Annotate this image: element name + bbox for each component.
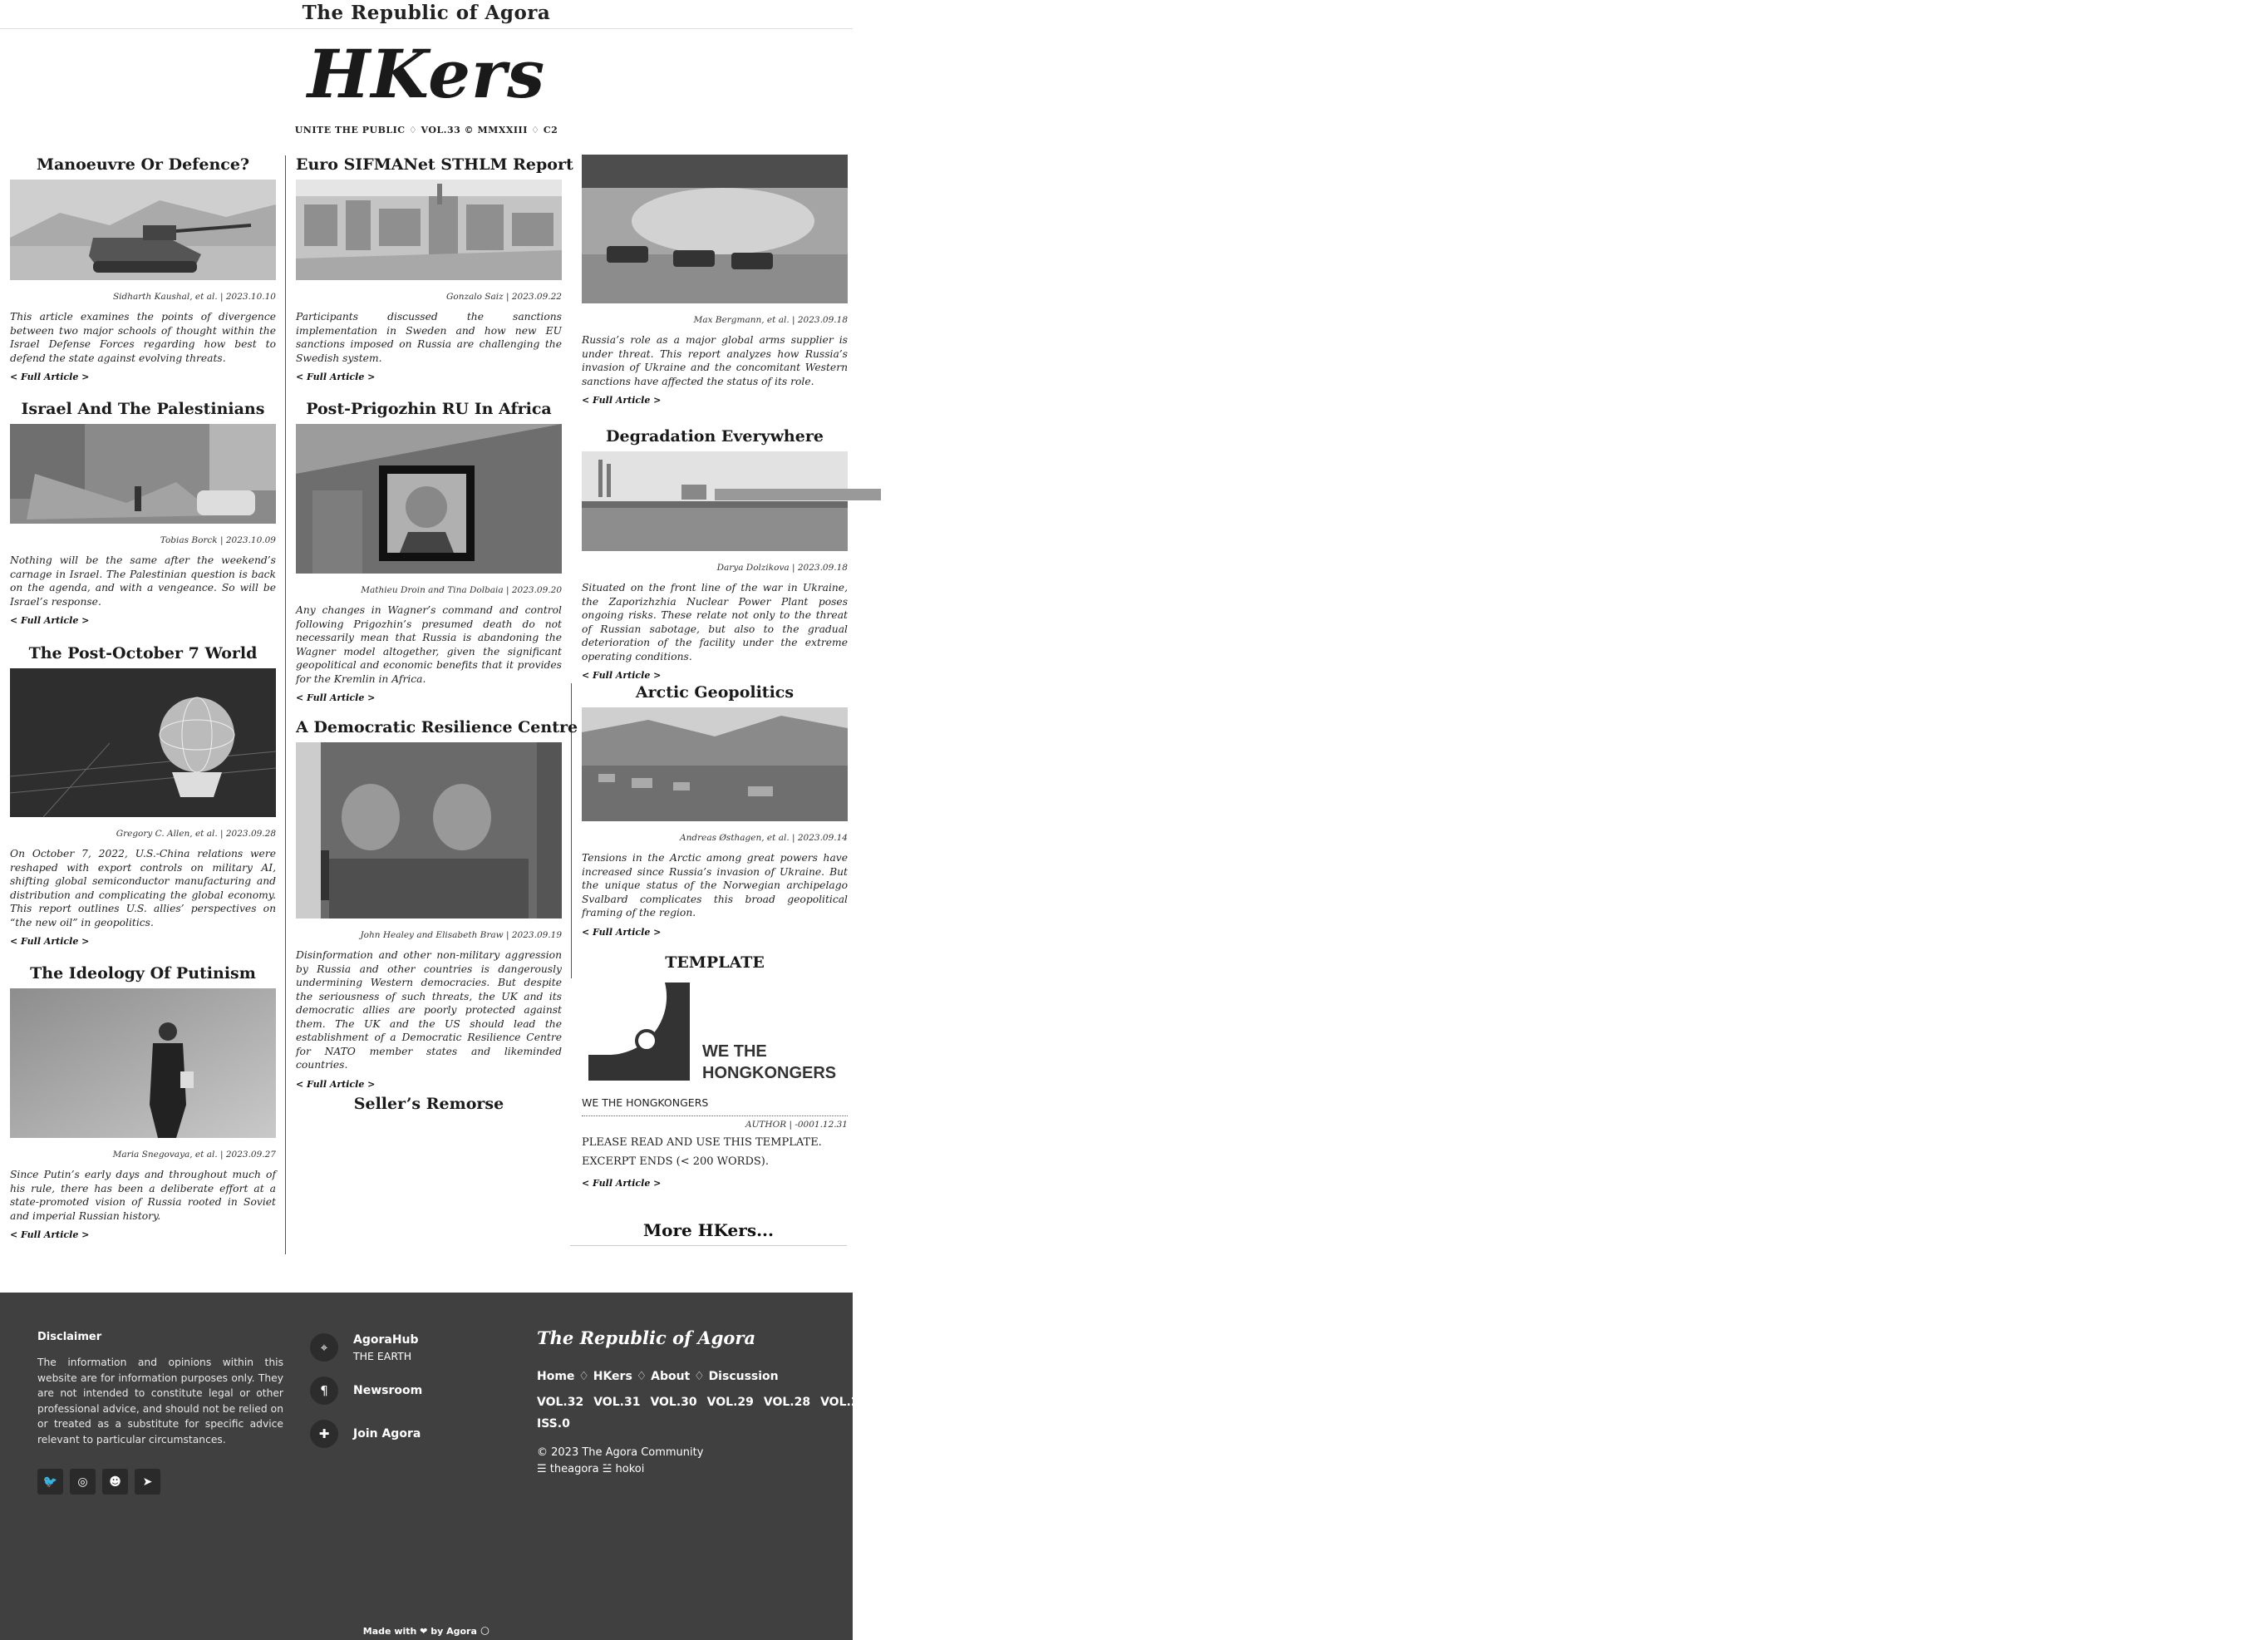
article-title[interactable]: Seller’s Remorse <box>353 1095 504 1113</box>
template-card <box>582 953 848 1189</box>
article-excerpt: Tensions in the Arctic among great powers have increased since Russia’s invasion of Ukraine. But the unique status of the Norwegian archipelago Svalbard complicates this broad geopolitical framing of the region. <box>582 852 848 918</box>
volume-link[interactable]: VOL.16 <box>1444 1396 1491 1409</box>
masthead-title: HKers <box>307 35 546 113</box>
volume-link[interactable]: VOL.25 <box>933 1396 981 1409</box>
volume-link[interactable]: VOL.6 <box>1986 1396 2025 1409</box>
full-article-link[interactable]: < Full Article > <box>10 372 90 382</box>
footer-link-newsroom[interactable]: ¶ Newsroom <box>310 1376 422 1406</box>
article-image[interactable] <box>582 707 848 821</box>
article-byline: Max Bergmann, et al. | 2023.09.18 <box>693 315 848 325</box>
template-title[interactable]: TEMPLATE <box>665 953 765 972</box>
template-byline: AUTHOR | -0001.12.31 <box>745 1120 848 1130</box>
made-with: Made with ❤ by Agora 🌕 <box>362 1626 490 1637</box>
nav-hkers[interactable]: HKers <box>593 1370 632 1383</box>
article-byline: Darya Dolzikova | 2023.09.18 <box>716 563 848 573</box>
volume-link[interactable]: VOL.4 <box>2084 1396 2123 1409</box>
volume-link[interactable]: VOL.14 <box>1557 1396 1605 1409</box>
volume-link[interactable]: VOL.18 <box>1331 1396 1378 1409</box>
article-byline: Gregory C. Allen, et al. | 2023.09.28 <box>116 829 276 839</box>
full-article-link[interactable]: < Full Article > <box>10 936 90 947</box>
article-excerpt: Disinformation and other non-military aggression by Russia and other countries is dangerously undermining Western democracies. But despite the seriousness of such threats, the UK and its democratic allies are poorly protected against them. The UK and the US should lead the establishment of a Democratic Resilience Centre for NATO member states and likeminded countries. <box>296 949 562 1071</box>
volume-link[interactable]: VOL.26 <box>877 1396 924 1409</box>
article-image[interactable] <box>10 988 276 1138</box>
volume-link[interactable]: VOL.7 <box>1938 1396 1977 1409</box>
article-excerpt: On October 7, 2022, U.S.-China relations were reshaped with export controls on military AI, shifting global semiconductor manufacturing and distribution and complicating the global economy. This report outlines U.S. allies’ perspectives on “the new oil” in geopolitics. <box>10 848 276 928</box>
article-excerpt: Since Putin’s early days and throughout much of his rule, there has been a deliberate effort at a state-promoted vision of Russia rooted in Soviet and imperial Russian history. <box>10 1169 276 1222</box>
full-article-link[interactable]: < Full Article > <box>296 692 376 703</box>
volume-link[interactable]: VOL.31 <box>593 1396 641 1409</box>
we-the-hongkongers-logo[interactable] <box>582 976 848 1088</box>
full-article-link[interactable]: < Full Article > <box>10 615 90 626</box>
article-excerpt: Situated on the front line of the war in Ukraine, the Zaporizhzhia Nuclear Power Plant poses ongoing risks. These relate not only to the threat of Russian sabotage, but also to the gradual deterioration of the facility under the extreme operating conditions. <box>582 582 848 662</box>
template-body: PLEASE READ AND USE THIS TEMPLATE. EXCERPT ENDS (< 200 WORDS). <box>582 1136 822 1168</box>
github-icon[interactable]: ◎ <box>70 1469 96 1495</box>
article-byline: Sidharth Kaushal, et al. | 2023.10.10 <box>112 292 276 302</box>
article-image[interactable] <box>10 424 276 524</box>
volume-link[interactable]: VOL.19 <box>1273 1396 1321 1409</box>
full-article-link[interactable]: < Full Article > <box>582 926 662 938</box>
volume-link[interactable]: VOL.9 <box>1841 1396 1880 1409</box>
volume-link[interactable]: VOL.22 <box>1104 1396 1151 1409</box>
disclaimer-text: The information and opinions within this website are for information purposes only. They are not intended to constitute legal or other professional advice, and should not be relied on or treated as a substitute for specific advice relevant to particular circumstances. <box>37 1357 283 1445</box>
volume-link[interactable]: VOL.24 <box>990 1396 1037 1409</box>
volume-link[interactable]: VOL.20 <box>1217 1396 1264 1409</box>
footer-link-join-agora[interactable]: ✚ Join Agora <box>310 1419 422 1449</box>
full-article-link[interactable]: < Full Article > <box>582 1178 662 1189</box>
article-title[interactable]: Degradation Everywhere <box>606 427 824 446</box>
reddit-icon[interactable]: ☻ <box>102 1469 128 1495</box>
article-byline: Tobias Borck | 2023.10.09 <box>160 535 276 545</box>
full-article-link[interactable]: < Full Article > <box>296 372 376 382</box>
article-title[interactable]: A Democratic Resilience Centre <box>296 718 578 736</box>
footer-nav: Home ♢ HKers ♢ About ♢ Discussion <box>537 1370 779 1383</box>
volume-list <box>537 1391 2268 1435</box>
volume-link[interactable]: VOL.15 <box>1500 1396 1547 1409</box>
article-image[interactable] <box>296 424 562 574</box>
footer-site-name: The Republic of Agora <box>537 1327 756 1348</box>
article-card <box>296 399 562 703</box>
full-article-link[interactable]: < Full Article > <box>296 1078 376 1090</box>
volume-link[interactable]: VOL.2 <box>2181 1396 2220 1409</box>
article-excerpt: Russia’s role as a major global arms supplier is under threat. This report analyzes how Russia’s invasion of Ukraine and the concomitant Western sanctions have affected the status of its role. <box>582 334 848 387</box>
disclaimer-title: Disclaimer <box>37 1331 102 1343</box>
article-card <box>296 1094 562 1114</box>
volume-link[interactable]: VOL.11 <box>1727 1396 1774 1409</box>
volume-link[interactable]: VOL.30 <box>650 1396 697 1409</box>
article-byline: Gonzalo Saiz | 2023.09.22 <box>446 292 562 302</box>
volume-link[interactable]: VOL.17 <box>1387 1396 1434 1409</box>
article-title[interactable]: The Post-October 7 World <box>28 644 258 662</box>
volume-link[interactable]: VOL.28 <box>763 1396 811 1409</box>
nav-about[interactable]: About <box>651 1370 691 1383</box>
volume-link[interactable]: VOL.8 <box>1889 1396 1928 1409</box>
article-byline: John Healey and Elisabeth Braw | 2023.09.19 <box>360 930 562 940</box>
footer <box>0 1293 2268 1640</box>
pilcrow-icon: ¶ <box>310 1377 338 1405</box>
article-card <box>582 155 848 406</box>
volume-link[interactable]: VOL.5 <box>2034 1396 2074 1409</box>
full-article-link[interactable]: < Full Article > <box>582 670 662 681</box>
map-pin-icon: ⌖ <box>310 1333 338 1362</box>
puzzle-icon: ✚ <box>310 1420 338 1448</box>
column-divider <box>285 155 286 1254</box>
volume-link[interactable]: VOL.3 <box>2132 1396 2172 1409</box>
tagline: UNITE THE PUBLIC ♢ VOL.33 © MMXXIII ♢ C2 <box>294 125 558 135</box>
volume-link[interactable]: VOL.29 <box>706 1396 754 1409</box>
article-card <box>296 155 573 382</box>
article-title[interactable]: The Ideology Of Putinism <box>30 964 256 983</box>
volume-link[interactable]: VOL.10 <box>1783 1396 1832 1409</box>
article-title[interactable]: Arctic Geopolitics <box>635 683 795 702</box>
article-title[interactable]: Manoeuvre Or Defence? <box>36 155 250 174</box>
footer-link-agorahub[interactable]: ⌖ AgoraHub THE EARTH <box>310 1332 422 1362</box>
volume-link[interactable]: VOL.12 <box>1670 1396 1718 1409</box>
volume-link[interactable]: VOL.1 ISS.0 <box>537 1396 2268 1431</box>
article-image[interactable] <box>582 451 848 551</box>
volume-link[interactable]: VOL.27 <box>820 1396 868 1409</box>
article-image[interactable] <box>296 180 562 280</box>
copyright: © 2023 The Agora Community <box>537 1446 704 1459</box>
article-card <box>10 643 276 947</box>
article-title[interactable]: Post-Prigozhin RU In Africa <box>306 400 552 418</box>
article-title[interactable]: Israel And The Palestinians <box>21 400 265 418</box>
credits: ☰ theagora ☱ hokoi <box>537 1463 645 1475</box>
article-image[interactable] <box>582 155 848 303</box>
article-byline: Mathieu Droin and Tina Dolbaia | 2023.09.20 <box>361 585 562 595</box>
article-byline: Maria Snegovaya, et al. | 2023.09.27 <box>112 1150 276 1160</box>
article-image[interactable] <box>10 180 276 280</box>
article-card <box>10 963 276 1240</box>
article-card <box>296 717 578 1090</box>
article-excerpt: Participants discussed the sanctions implementation in Sweden and how new EU sanctions imposed on Russia are challenging the Swedish system. <box>296 311 562 364</box>
article-card <box>582 682 848 938</box>
volume-link[interactable]: VOL.13 <box>1614 1396 1661 1409</box>
logo-text: WE THE HONGKONGERS <box>702 1042 837 1082</box>
article-card <box>10 155 276 382</box>
article-excerpt: This article examines the points of divergence between two major schools of thought within the Israel Defense Forces regarding how best to defend the state against evolving threats. <box>10 311 276 364</box>
telegram-icon[interactable]: ➤ <box>135 1469 160 1495</box>
article-image[interactable] <box>296 742 562 918</box>
article-title[interactable]: Euro SIFMANet STHLM Report <box>296 155 573 174</box>
twitter-icon[interactable]: 🐦 <box>37 1469 63 1495</box>
article-byline: Andreas Østhagen, et al. | 2023.09.14 <box>680 833 848 843</box>
article-card <box>10 399 276 626</box>
template-caption: WE THE HONGKONGERS <box>582 1096 709 1109</box>
article-excerpt: Nothing will be the same after the weekend’s carnage in Israel. The Palestinian question is back on the agenda, and with a vengeance. So will be Israel’s response. <box>10 554 276 608</box>
more-hkers-link[interactable]: More HKers... <box>570 1220 847 1246</box>
article-image[interactable] <box>10 668 276 817</box>
full-article-link[interactable]: < Full Article > <box>10 1229 90 1240</box>
volume-link[interactable]: VOL.32 <box>537 1396 584 1409</box>
nav-discussion[interactable]: Discussion <box>708 1370 779 1383</box>
volume-link[interactable]: VOL.21 <box>1160 1396 1208 1409</box>
article-card <box>582 426 848 681</box>
article-excerpt: Any changes in Wagner’s command and control following Prigozhin’s presumed death do not necessarily mean that Russia is abandoning the Wagner model altogether, given the significant geopolitical and economic benefits that it provides for the Kremlin in Africa. <box>296 604 562 685</box>
volume-link[interactable]: VOL.23 <box>1046 1396 1095 1409</box>
nav-home[interactable]: Home <box>537 1370 575 1383</box>
full-article-link[interactable]: < Full Article > <box>582 395 662 406</box>
site-name[interactable]: The Republic of Agora <box>0 0 853 29</box>
divider <box>582 1115 848 1116</box>
